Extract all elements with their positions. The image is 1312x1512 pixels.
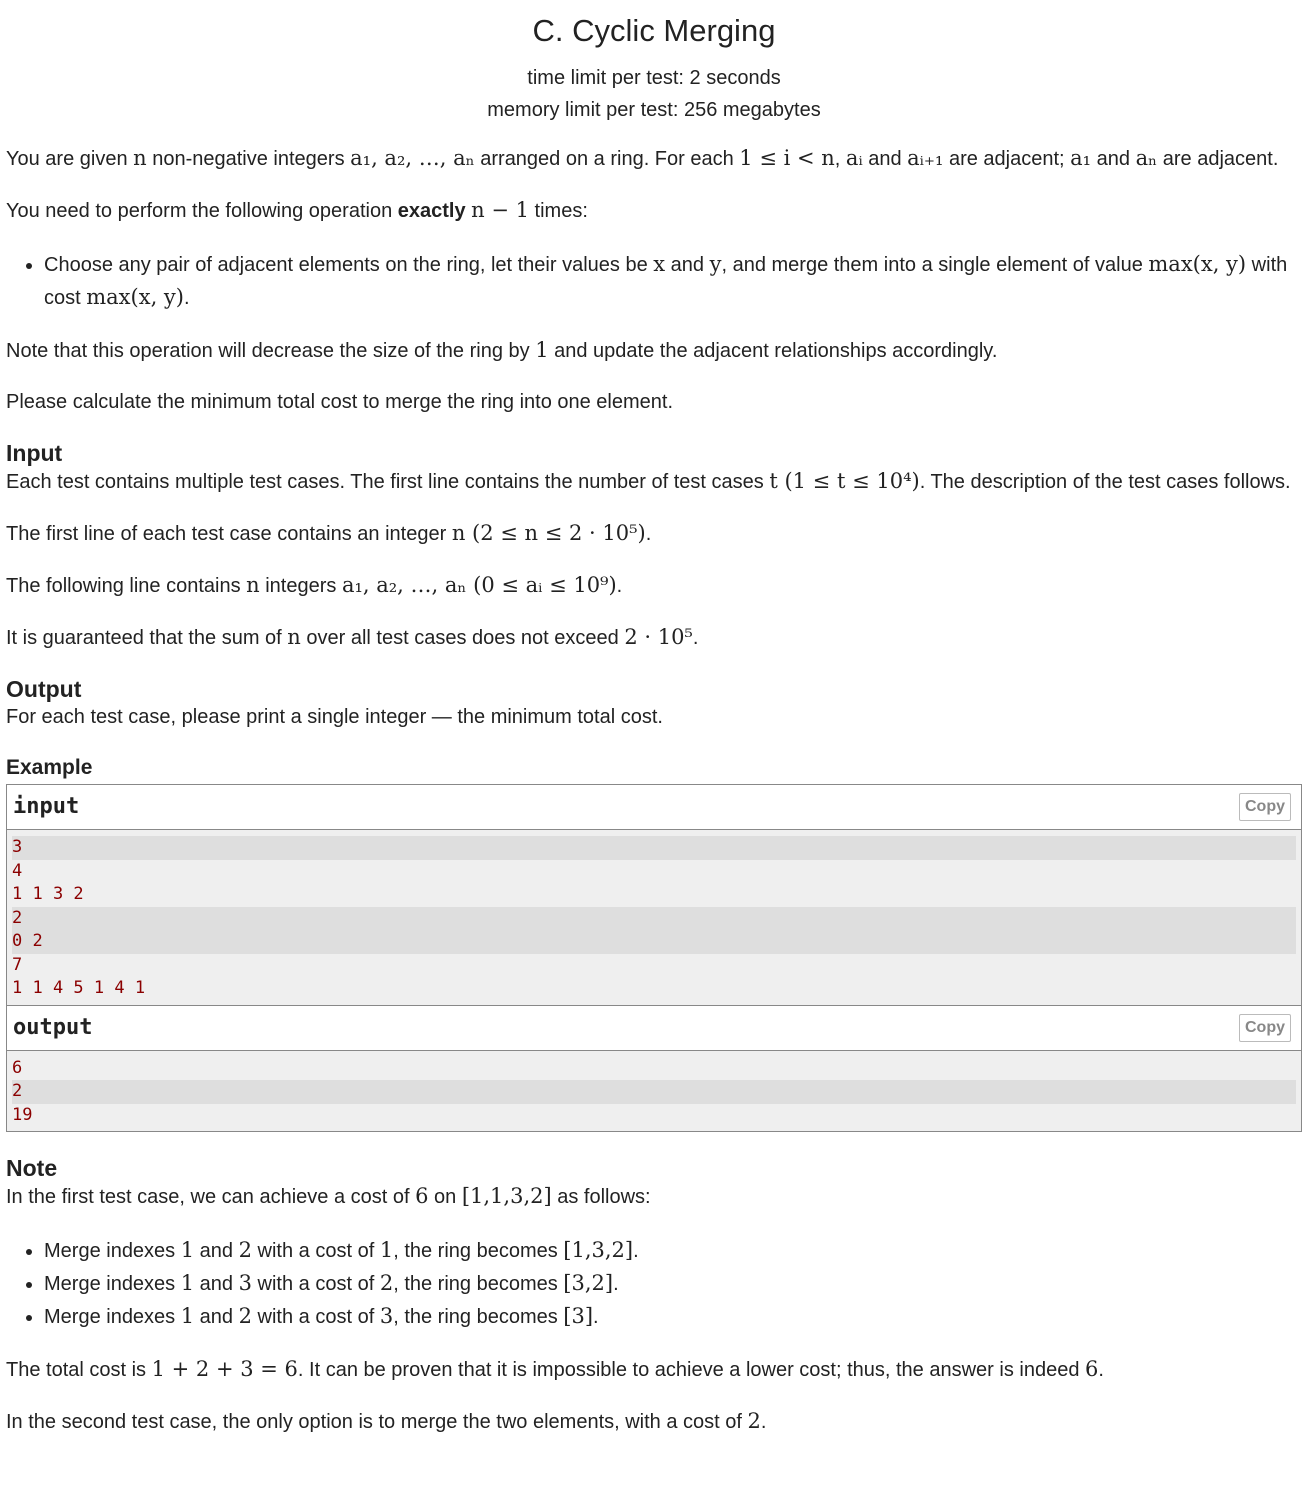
note-paragraph-2: The total cost is 1 + 2 + 3 = 6. It can be proven that it is impossible to achieve a lower cost; thus, the answer is indeed 6. [6, 1357, 1104, 1381]
math-max-cost: max(x, y) [86, 285, 184, 309]
output-section-title: Output [6, 676, 82, 702]
statement-paragraph-3: Note that this operation will decrease the size of the ring by 1 and update the adjacent relationships accordingly. [6, 338, 998, 362]
emphasis-exactly: exactly [397, 200, 466, 222]
list-item: • Merge indexes 1 and 2 with a cost of 1, the ring becomes [1,3,2]. [44, 1234, 1302, 1267]
list-item: • Merge indexes 1 and 3 with a cost of 2, the ring becomes [3,2]. [44, 1267, 1302, 1300]
output-specification [6, 675, 1302, 732]
math-y: y [709, 252, 722, 276]
input-paragraph-1: Each test contains multiple test cases. The first line contains the number of test cases t (1 ≤ t ≤ 10⁴). The description of the test cases follows. [6, 469, 1291, 493]
input-paragraph-3: The following line contains n integers a₁, a₂, …, aₙ (0 ≤ aᵢ ≤ 10⁹). [6, 573, 623, 597]
input-section-title: Input [6, 440, 63, 466]
output-line: 19 [12, 1104, 33, 1125]
math-initial-ring: [1,1,3,2] [461, 1184, 552, 1208]
math-n-range: n (2 ≤ n ≤ 2 · 10⁵) [451, 521, 646, 545]
merge-steps-list [6, 1234, 1302, 1333]
input-line: 2 [12, 907, 1296, 931]
input-specification [6, 439, 1302, 653]
list-item: • Choose any pair of adjacent elements on the ring, let their values be x and y, and merge them into a single element of value max(x, y) with cost max(x, y). [44, 248, 1302, 314]
math-six: 6 [415, 1184, 429, 1208]
input-line: 7 [12, 954, 23, 975]
output-line: 2 [12, 1080, 1296, 1104]
memory-limit: memory limit per test: 256 megabytes [487, 99, 821, 121]
math-one: 1 [535, 338, 549, 362]
example-section [6, 754, 1302, 1132]
operation-list [6, 248, 1302, 314]
math-ai1: aᵢ₊₁ [907, 146, 944, 170]
list-item: • Merge indexes 1 and 2 with a cost of 3, the ring becomes [3]. [44, 1300, 1302, 1333]
input-paragraph-2: The first line of each test case contains an integer n (2 ≤ n ≤ 2 · 10⁵). [6, 521, 652, 545]
math-sum-expression: 1 + 2 + 3 = 6 [151, 1357, 298, 1381]
example-title: Example [6, 756, 93, 779]
math-n: n [246, 573, 260, 597]
problem-title: C. Cyclic Merging [532, 13, 776, 48]
math-n: n [133, 146, 147, 170]
problem-header [6, 12, 1302, 126]
math-max-value: max(x, y) [1148, 252, 1247, 276]
input-line: 4 [12, 860, 23, 881]
sample-output-body [7, 1051, 1301, 1132]
math-an: aₙ [1135, 146, 1158, 170]
math-n: n [287, 625, 301, 649]
input-line: 0 2 [12, 930, 1296, 954]
sample-input-label: input [13, 794, 80, 819]
sample-output [7, 1005, 1301, 1132]
math-sequence: a₁, a₂, …, aₙ [350, 146, 475, 170]
math-ai: aᵢ [845, 146, 863, 170]
input-line: 3 [12, 836, 1296, 860]
math-x: x [653, 252, 666, 276]
input-line: 1 1 3 2 [12, 884, 84, 904]
math-a-range: a₁, a₂, …, aₙ (0 ≤ aᵢ ≤ 10⁹) [341, 573, 617, 597]
input-paragraph-4: It is guaranteed that the sum of n over all test cases does not exceed 2 · 10⁵. [6, 625, 699, 649]
sample-test [6, 784, 1302, 1132]
sample-output-label: output [13, 1014, 93, 1040]
math-n-minus-1: n − 1 [471, 198, 529, 222]
note-section [6, 1154, 1302, 1437]
math-sum-limit: 2 · 10⁵ [624, 625, 693, 649]
sample-output-header [7, 1006, 1301, 1051]
sample-input [7, 785, 1301, 1005]
statement-paragraph-4: Please calculate the minimum total cost to merge the ring into one element. [6, 391, 674, 413]
math-a1: a₁ [1070, 146, 1092, 170]
note-paragraph-3: In the second test case, the only option is to merge the two elements, with a cost of 2. [6, 1409, 767, 1433]
statement-paragraph-1: You are given n non-negative integers a₁, a₂, …, aₙ arranged on a ring. For each 1 ≤ i < n, aᵢ and aᵢ₊₁ are adjacent; a₁ and aₙ are adjacent. [6, 146, 1279, 170]
note-paragraph-1: In the first test case, we can achieve a cost of 6 on [1,1,3,2] as follows: [6, 1184, 651, 1208]
output-line: 6 [12, 1057, 23, 1078]
sample-input-body [7, 830, 1301, 1005]
statement-paragraph-2: You need to perform the following operation exactly n − 1 times: [6, 198, 588, 222]
note-section-title: Note [6, 1155, 58, 1181]
output-paragraph: For each test case, please print a single integer — the minimum total cost. [6, 706, 663, 728]
input-line: 1 1 4 5 1 4 1 [12, 978, 146, 998]
problem-statement [6, 144, 1302, 417]
math-t-range: t (1 ≤ t ≤ 10⁴) [769, 469, 920, 493]
copy-input-button[interactable]: Copy [1239, 793, 1291, 821]
problem-page [6, 12, 1302, 1437]
sample-input-header [7, 785, 1301, 830]
math-two: 2 [747, 1409, 761, 1433]
math-six: 6 [1085, 1357, 1099, 1381]
copy-output-button[interactable]: Copy [1239, 1014, 1291, 1042]
limits [6, 62, 1302, 126]
math-index-range: 1 ≤ i < n [739, 146, 835, 170]
time-limit: time limit per test: 2 seconds [527, 67, 781, 89]
